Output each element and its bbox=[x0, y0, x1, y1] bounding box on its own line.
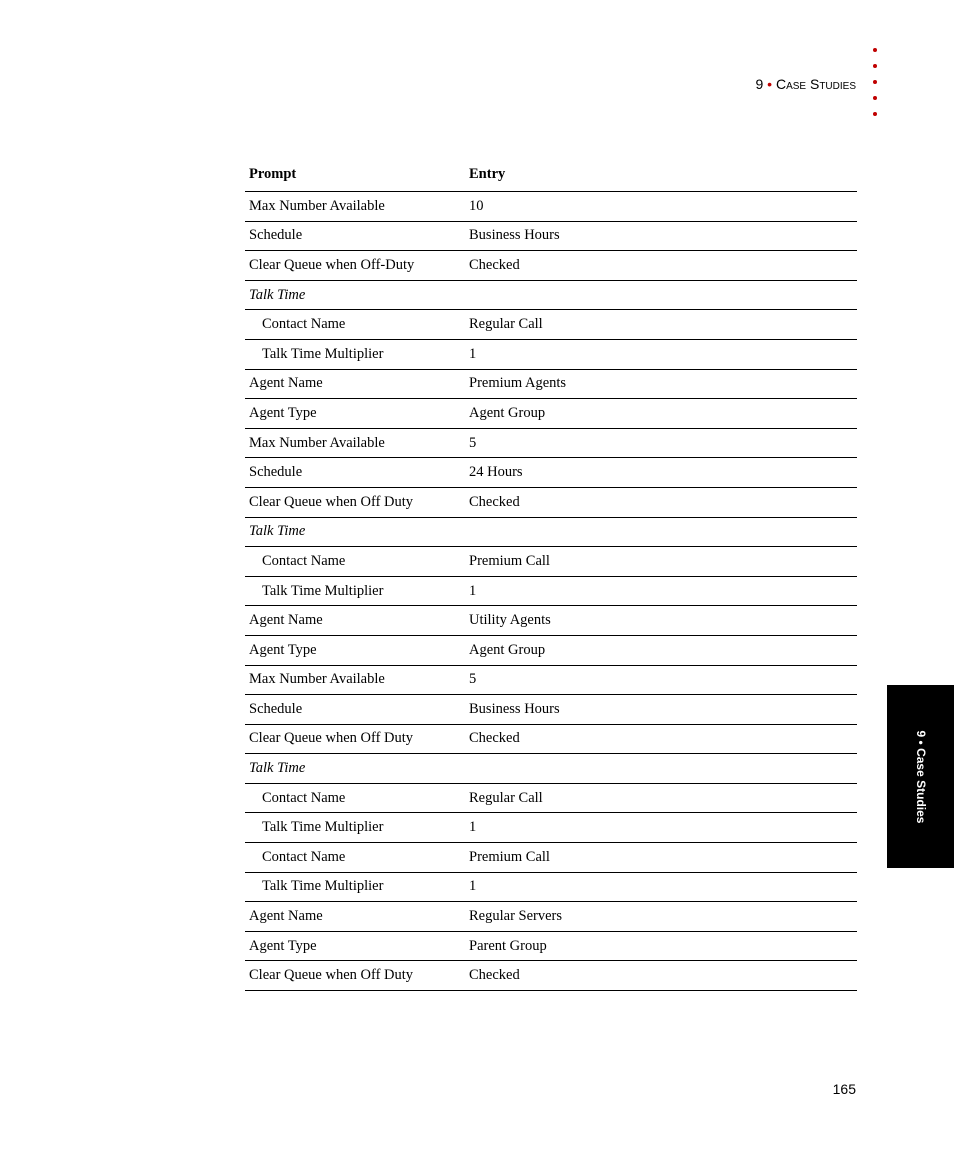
table-row bbox=[245, 369, 857, 399]
entry-cell bbox=[465, 754, 857, 784]
entry-cell: 1 bbox=[465, 813, 857, 843]
dot-icon bbox=[873, 48, 877, 52]
entry-cell: 1 bbox=[465, 872, 857, 902]
table-row bbox=[245, 783, 857, 813]
prompt-cell: Agent Name bbox=[245, 606, 465, 636]
page-number: 165 bbox=[832, 1081, 856, 1097]
entry-cell: Checked bbox=[465, 487, 857, 517]
table-row bbox=[245, 280, 857, 310]
table-row bbox=[245, 961, 857, 991]
settings-table bbox=[245, 158, 857, 991]
prompt-cell: Clear Queue when Off-Duty bbox=[245, 251, 465, 281]
prompt-cell: Schedule bbox=[245, 695, 465, 725]
table-body bbox=[245, 192, 857, 991]
prompt-cell: Talk Time Multiplier bbox=[245, 339, 465, 369]
header-bullet: • bbox=[767, 76, 773, 92]
table-row bbox=[245, 843, 857, 873]
table-row bbox=[245, 665, 857, 695]
table-row bbox=[245, 339, 857, 369]
prompt-cell: Contact Name bbox=[245, 843, 465, 873]
entry-cell: Business Hours bbox=[465, 695, 857, 725]
prompt-cell: Max Number Available bbox=[245, 665, 465, 695]
table-row bbox=[245, 399, 857, 429]
table-row bbox=[245, 192, 857, 222]
prompt-cell: Talk Time Multiplier bbox=[245, 576, 465, 606]
entry-cell: Checked bbox=[465, 724, 857, 754]
table-row bbox=[245, 310, 857, 340]
prompt-cell: Schedule bbox=[245, 221, 465, 251]
entry-cell: Checked bbox=[465, 251, 857, 281]
entry-cell bbox=[465, 280, 857, 310]
dot-icon bbox=[873, 64, 877, 68]
running-header bbox=[755, 76, 856, 92]
prompt-cell: Agent Name bbox=[245, 902, 465, 932]
entry-cell: Agent Group bbox=[465, 399, 857, 429]
table-row bbox=[245, 813, 857, 843]
dot-icon bbox=[873, 80, 877, 84]
table-row bbox=[245, 931, 857, 961]
prompt-cell: Schedule bbox=[245, 458, 465, 488]
table-row bbox=[245, 487, 857, 517]
chapter-side-tab bbox=[887, 685, 954, 868]
prompt-cell: Talk Time bbox=[245, 517, 465, 547]
entry-cell bbox=[465, 517, 857, 547]
table-row bbox=[245, 458, 857, 488]
table-row bbox=[245, 902, 857, 932]
table-row bbox=[245, 606, 857, 636]
table-row bbox=[245, 754, 857, 784]
dot-icon bbox=[873, 112, 877, 116]
prompt-cell: Agent Name bbox=[245, 369, 465, 399]
prompt-cell: Talk Time bbox=[245, 754, 465, 784]
dot-icon bbox=[873, 96, 877, 100]
decorative-dots bbox=[873, 48, 881, 128]
chapter-title: Case Studies bbox=[775, 76, 856, 92]
prompt-cell: Contact Name bbox=[245, 310, 465, 340]
prompt-cell: Talk Time bbox=[245, 280, 465, 310]
prompt-cell: Agent Type bbox=[245, 399, 465, 429]
prompt-cell: Agent Type bbox=[245, 931, 465, 961]
entry-cell: 10 bbox=[465, 192, 857, 222]
entry-cell: Premium Call bbox=[465, 843, 857, 873]
entry-cell: Premium Call bbox=[465, 547, 857, 577]
prompt-cell: Agent Type bbox=[245, 635, 465, 665]
table-row bbox=[245, 221, 857, 251]
chapter-number: 9 bbox=[755, 76, 764, 92]
table-row bbox=[245, 576, 857, 606]
prompt-cell: Contact Name bbox=[245, 547, 465, 577]
entry-cell: Utility Agents bbox=[465, 606, 857, 636]
entry-cell: Premium Agents bbox=[465, 369, 857, 399]
table-row bbox=[245, 635, 857, 665]
prompt-cell: Clear Queue when Off Duty bbox=[245, 961, 465, 991]
prompt-cell: Max Number Available bbox=[245, 428, 465, 458]
entry-cell: Regular Call bbox=[465, 310, 857, 340]
table-row bbox=[245, 695, 857, 725]
table-row bbox=[245, 517, 857, 547]
entry-cell: Checked bbox=[465, 961, 857, 991]
entry-cell: Parent Group bbox=[465, 931, 857, 961]
entry-cell: 5 bbox=[465, 665, 857, 695]
table-row bbox=[245, 251, 857, 281]
prompt-cell: Clear Queue when Off Duty bbox=[245, 724, 465, 754]
side-tab-label: 9 • Case Studies bbox=[913, 730, 928, 824]
table-header-row bbox=[245, 158, 857, 192]
table-row bbox=[245, 724, 857, 754]
entry-cell: 1 bbox=[465, 339, 857, 369]
entry-cell: Regular Call bbox=[465, 783, 857, 813]
prompt-cell: Talk Time Multiplier bbox=[245, 872, 465, 902]
entry-cell: Business Hours bbox=[465, 221, 857, 251]
column-header-entry: Entry bbox=[465, 158, 857, 192]
entry-cell: 5 bbox=[465, 428, 857, 458]
column-header-prompt: Prompt bbox=[245, 158, 465, 192]
prompt-cell: Talk Time Multiplier bbox=[245, 813, 465, 843]
prompt-cell: Max Number Available bbox=[245, 192, 465, 222]
table-row bbox=[245, 872, 857, 902]
entry-cell: Regular Servers bbox=[465, 902, 857, 932]
prompt-cell: Contact Name bbox=[245, 783, 465, 813]
table-row bbox=[245, 428, 857, 458]
prompt-cell: Clear Queue when Off Duty bbox=[245, 487, 465, 517]
entry-cell: 24 Hours bbox=[465, 458, 857, 488]
entry-cell: 1 bbox=[465, 576, 857, 606]
table-row bbox=[245, 547, 857, 577]
entry-cell: Agent Group bbox=[465, 635, 857, 665]
